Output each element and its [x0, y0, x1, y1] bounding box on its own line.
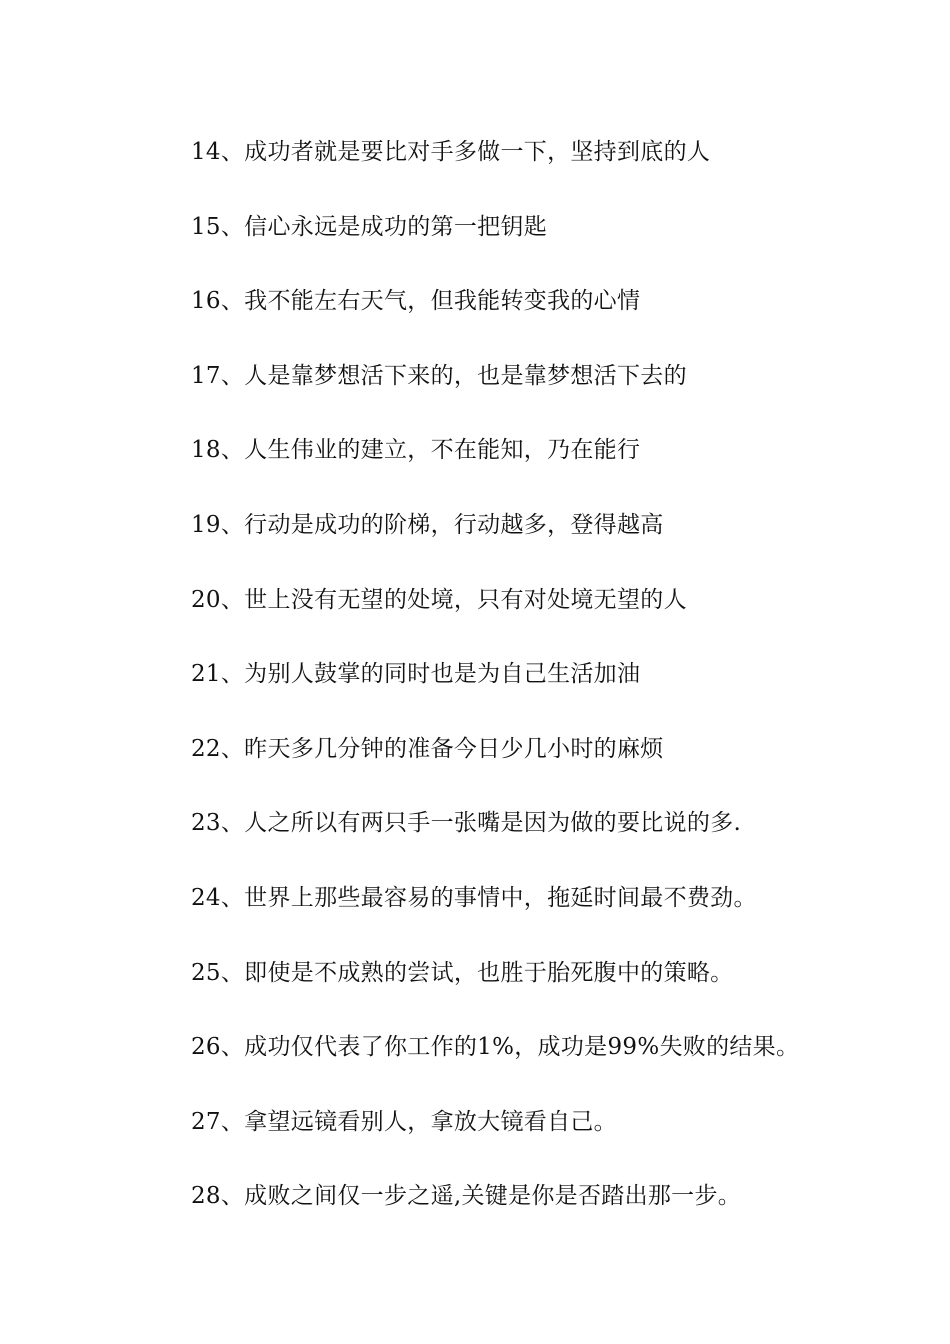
quote-line-24: 24、世界上那些最容易的事情中，拖延时间最不费劲。 [191, 884, 757, 911]
quote-line-25: 25、即使是不成熟的尝试，也胜于胎死腹中的策略。 [191, 959, 734, 986]
quote-line-27: 27、拿望远镜看别人，拿放大镜看自己。 [191, 1108, 617, 1135]
quote-line-22: 22、昨天多几分钟的准备今日少几小时的麻烦 [191, 735, 664, 762]
quote-line-16: 16、我不能左右天气，但我能转变我的心情 [191, 288, 641, 315]
quote-line-20: 20、世上没有无望的处境，只有对处境无望的人 [191, 586, 687, 613]
quote-line-28: 28、成败之间仅一步之遥,关键是你是否踏出那一步。 [191, 1183, 742, 1210]
quote-line-19: 19、行动是成功的阶梯，行动越多，登得越高 [191, 511, 664, 538]
quote-line-23: 23、人之所以有两只手一张嘴是因为做的要比说的多. [191, 810, 742, 837]
quote-line-14: 14、成功者就是要比对手多做一下，坚持到底的人 [191, 139, 711, 165]
quote-line-17: 17、人是靠梦想活下来的，也是靠梦想活下去的 [191, 362, 687, 389]
quote-line-21: 21、为别人鼓掌的同时也是为自己生活加油 [191, 661, 641, 688]
quote-line-18: 18、人生伟业的建立，不在能知，乃在能行 [191, 437, 641, 464]
quote-line-26: 26、成功仅代表了你工作的1%，成功是99%失败的结果。 [191, 1034, 800, 1061]
quote-list [191, 134, 891, 1253]
quote-line-15: 15、信心永远是成功的第一把钥匙 [191, 213, 548, 240]
